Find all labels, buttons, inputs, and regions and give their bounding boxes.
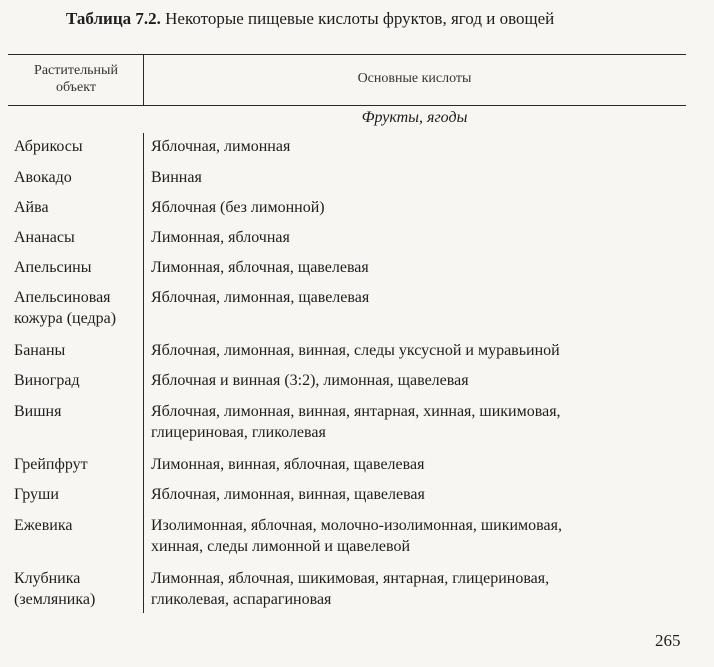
row-acids: Лимонная, яблочная <box>151 229 290 246</box>
row-acids: Лимонная, яблочная, щавелевая <box>151 259 369 276</box>
row-acids: Яблочная, лимонная, винная, следы уксусной и муравьиной <box>151 342 560 359</box>
row-name: Клубника (земляника) <box>14 570 96 608</box>
body-divider <box>143 133 144 613</box>
caption-text: Некоторые пищевые кислоты фруктов, ягод и овощей <box>160 9 555 28</box>
column-header-acids: Основные кислоты <box>357 71 472 86</box>
row-name: Груши <box>14 486 59 503</box>
row-acids: Лимонная, винная, яблочная, щавелевая <box>151 456 425 473</box>
row-name: Айва <box>14 199 49 216</box>
row-acids: Винная <box>151 169 202 186</box>
row-acids: Лимонная, яблочная, шикимовая, янтарная, глицериновая, гликолевая, аспарагиновая <box>151 570 550 608</box>
row-acids: Изолимонная, яблочная, молочно-изолимонная, шикимовая, хинная, следы лимонной и щавелевой <box>151 517 562 555</box>
row-acids: Яблочная, лимонная, винная, щавелевая <box>151 486 425 503</box>
section-heading: Фрукты, ягоды <box>361 109 468 126</box>
header-bottom-rule <box>8 105 686 106</box>
row-acids: Яблочная (без лимонной) <box>151 199 325 216</box>
row-name: Ананасы <box>14 229 75 246</box>
row-acids: Яблочная и винная (3:2), лимонная, щавелевая <box>151 372 469 389</box>
table-caption <box>66 8 686 30</box>
row-name: Апельсины <box>14 259 92 276</box>
row-name: Виноград <box>14 372 80 389</box>
row-name: Ежевика <box>14 517 73 534</box>
row-name: Бананы <box>14 342 66 359</box>
row-name: Грейпфрут <box>14 456 88 473</box>
row-acids: Яблочная, лимонная <box>151 138 291 155</box>
caption-label: Таблица 7.2. <box>66 9 161 28</box>
row-name: Апельсиновая кожура (цедра) <box>14 289 117 327</box>
row-name: Абрикосы <box>14 138 83 155</box>
row-acids: Яблочная, лимонная, щавелевая <box>151 289 370 306</box>
column-header-plant: Растительный объект <box>34 63 118 95</box>
table-top-rule <box>8 54 686 55</box>
row-name: Вишня <box>14 403 62 420</box>
page-number: 265 <box>655 631 681 650</box>
row-acids: Яблочная, лимонная, винная, янтарная, хинная, шикимовая, глицериновая, гликолевая <box>151 403 561 441</box>
row-name: Авокадо <box>14 169 72 186</box>
